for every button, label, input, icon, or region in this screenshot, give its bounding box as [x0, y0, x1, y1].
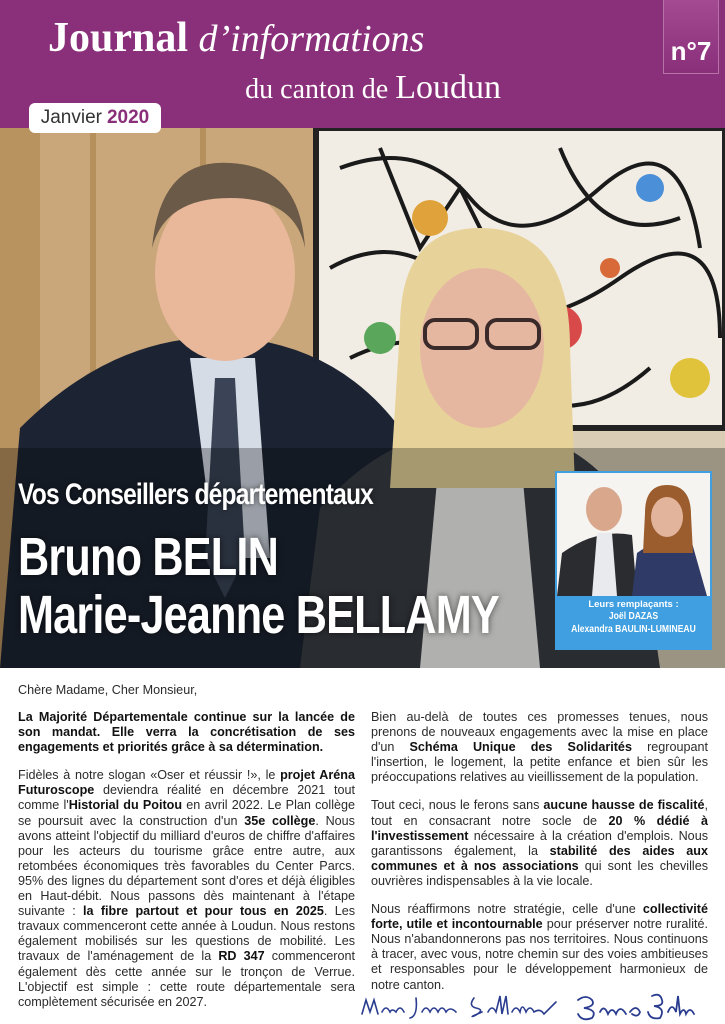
paragraph-fiscal [371, 798, 708, 889]
date-month: Janvier [40, 107, 102, 128]
paragraph-projects [18, 768, 355, 1010]
text-span: pour préserver notre ruralité. Nous n'abandonnerons pas nos territoires. Nous continuons à tracer, avec vous, notre chemin sur des voies ambitieuses et responsables pour le développement harmonieux de notre canton. [371, 917, 708, 992]
text-span: Tout ceci, nous le ferons sans [371, 798, 544, 813]
bold-span: aucune hausse de fiscalité [543, 798, 705, 813]
bold-span: Historial du Poitou [68, 798, 183, 813]
text-span: deviendra réalité en décembre 2021 tout comme l' [18, 783, 355, 813]
text-span: Nous réaffirmons notre stratégie, celle d'une [371, 902, 643, 917]
letter-column-left [18, 710, 355, 1023]
substitute-name-2: Alexandra BAULIN-LUMINEAU [571, 624, 696, 635]
caption-intro: Vos Conseillers départementaux [18, 478, 374, 511]
bold-span: Schéma Unique des Solidarités [409, 740, 632, 755]
caption-name-1: Bruno BELIN [18, 527, 278, 587]
text-span: Bien au-delà de toutes ces promesses tenues, nous prenons de nouveaux engagements avec la mise en place d'un [371, 710, 708, 755]
signatures [356, 992, 696, 1024]
text-span: nécessaire à la création d'emplois. Nous garantissons également, la [371, 828, 708, 858]
signature-bruno-belin [578, 995, 694, 1020]
substitutes-photo [557, 473, 710, 596]
substitute-name-1: Joël DAZAS [608, 611, 659, 622]
paragraph-strategy [371, 902, 708, 993]
bold-span: 20 % dédié à l'investissement [371, 813, 708, 843]
paragraph-solidarity [371, 710, 708, 785]
text-span: qui sont les chevilles ouvrières indispensables à la vie locale. [371, 858, 708, 888]
text-span: , tout en consacrant notre socle de [371, 798, 708, 828]
journal-title [48, 14, 424, 63]
text-span: en avril 2022. Le Plan collège se poursuit avec la construction d'un [18, 798, 356, 828]
bold-span: la fibre partout et pour tous en 2025 [83, 904, 324, 919]
substitutes-caption [557, 596, 710, 648]
issue-number-badge: n°7 [663, 0, 719, 74]
bold-span: projet Aréna Futuroscope [18, 768, 355, 798]
text-span: . Nous avons atteint l'objectif du milliard d'euros de chiffre d'affaires pour les acteurs du tourisme grâce entre autre, aux retombées économiques très favorables du Center Parcs. 95% des lignes du département sont d'ores et déjà éligibles en Haut-débit. Nous passons dès maintenant à l'étape suivante : [18, 813, 355, 919]
journal-subtitle [245, 70, 501, 108]
signature-graphics [356, 992, 696, 1024]
caption-name-2: Marie-Jeanne BELLAMY [18, 585, 499, 645]
bold-span: stabilité des aides aux communes et à nos associations [371, 843, 708, 873]
paragraph-lead [18, 710, 355, 755]
substitutes-image [557, 473, 710, 596]
signature-marie-jeanne-bellamy [362, 996, 556, 1018]
subtitle-place: Loudun [395, 69, 501, 106]
text-span: Fidèles à notre slogan «Oser et réussir !», le [18, 768, 281, 783]
letter-greeting: Chère Madame, Cher Monsieur, [18, 683, 198, 697]
text-span: regroupant l'insertion, le logement, la petite enfance et bien sûr les préoccupations relatives au vieillissement de la population. [371, 740, 708, 785]
letter-column-right [371, 710, 708, 1006]
lead-text: La Majorité Départementale continue sur la lancée de son mandat. Elle verra la concrétisation de ses engagements et priorités grâce à sa détermination. [18, 710, 355, 755]
title-rest: d’informations [198, 18, 425, 60]
bold-span: RD 347 [218, 949, 265, 964]
subtitle-pre: du canton de [245, 74, 389, 105]
substitutes-inset [555, 471, 712, 650]
text-span: commenceront également dès cette année sur le tronçon de Verrue. L'objectif est simple : cette route départementale sera complètement sécurisée en 2027. [18, 949, 355, 1009]
date-badge [29, 103, 161, 133]
substitutes-label: Leurs remplaçants : [588, 599, 679, 610]
bold-span: collectivité forte, utile et incontournable [371, 902, 708, 932]
bold-span: 35e collège [244, 813, 316, 828]
title-word: Journal [48, 15, 189, 61]
text-span: . Les travaux commenceront cette année à Loudun. Nous restons également mobilisés sur les questions de mobilité. Les travaux de l'aménagement de la [18, 904, 356, 964]
date-year: 2020 [106, 107, 150, 128]
